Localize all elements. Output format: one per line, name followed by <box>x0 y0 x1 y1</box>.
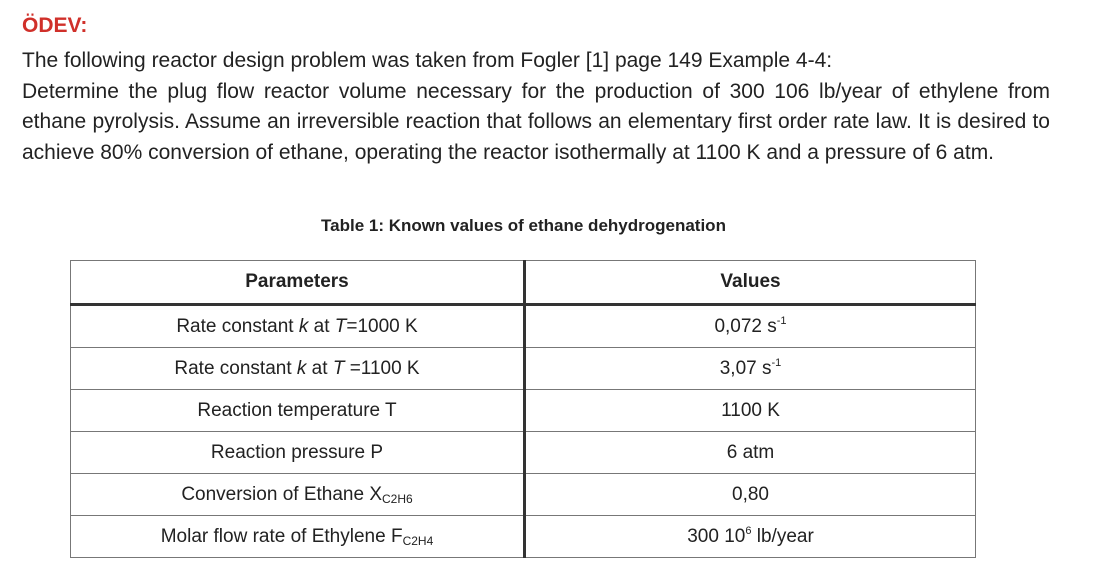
param-subscript: C2H4 <box>402 533 434 548</box>
value-cell <box>525 348 976 390</box>
param-symbol-t: T <box>332 357 345 379</box>
assignment-heading: ÖDEV: <box>22 14 88 37</box>
param-text: Conversion of Ethane X <box>181 483 382 505</box>
param-symbol-k: k <box>298 315 309 337</box>
param-cell: Reaction temperature T <box>71 390 525 432</box>
param-cell <box>71 474 525 516</box>
table-caption: Table 1: Known values of ethane dehydrogenation <box>321 216 726 235</box>
value-text: 300 10 <box>687 526 746 547</box>
value-unit: lb/year <box>751 526 814 547</box>
problem-body: Determine the plug flow reactor volume necessary for the production of 300 106 lb/year of ethylene from ethane pyrolysis. Assume an irreversible reaction that follows an elementary first order rate law. It is desired to achieve 80% conversion of ethane, operating the reactor isothermally at 1100 K and a pressure of 6 atm. <box>22 79 1050 164</box>
param-cell <box>71 305 525 348</box>
param-text: =1000 K <box>346 315 418 337</box>
problem-line-1: The following reactor design problem was taken from Fogler [1] page 149 Example 4-4: <box>22 49 833 72</box>
param-cell <box>71 516 525 558</box>
table-row <box>71 432 976 474</box>
table-row <box>71 305 976 348</box>
table-row <box>71 474 976 516</box>
value-cell <box>525 516 976 558</box>
table-row <box>71 390 976 432</box>
param-cell <box>71 348 525 390</box>
problem-statement <box>22 46 1050 168</box>
param-text: at <box>306 357 333 379</box>
known-values-table <box>70 260 976 558</box>
value-cell <box>525 305 976 348</box>
table-row <box>71 516 976 558</box>
param-text: at <box>308 315 335 337</box>
value-cell: 6 atm <box>525 432 976 474</box>
value-cell: 0,80 <box>525 474 976 516</box>
param-symbol-t: T <box>334 315 347 337</box>
param-symbol-k: k <box>296 357 307 379</box>
table-row <box>71 348 976 390</box>
value-cell: 1100 K <box>525 390 976 432</box>
value-exponent: -1 <box>776 315 787 327</box>
table-header-row <box>71 261 976 305</box>
value-text: 0,072 s <box>714 316 777 337</box>
param-text: Rate constant <box>176 315 299 337</box>
value-exponent: -1 <box>771 357 782 369</box>
param-text: Molar flow rate of Ethylene F <box>160 525 403 547</box>
param-cell: Reaction pressure P <box>71 432 525 474</box>
param-text: =1100 K <box>344 357 420 379</box>
header-values: Values <box>525 261 976 305</box>
header-parameters: Parameters <box>71 261 525 305</box>
value-exponent: 6 <box>745 525 752 537</box>
param-subscript: C2H6 <box>382 491 413 506</box>
param-text: Rate constant <box>174 357 297 379</box>
value-text: 3,07 s <box>719 358 772 379</box>
